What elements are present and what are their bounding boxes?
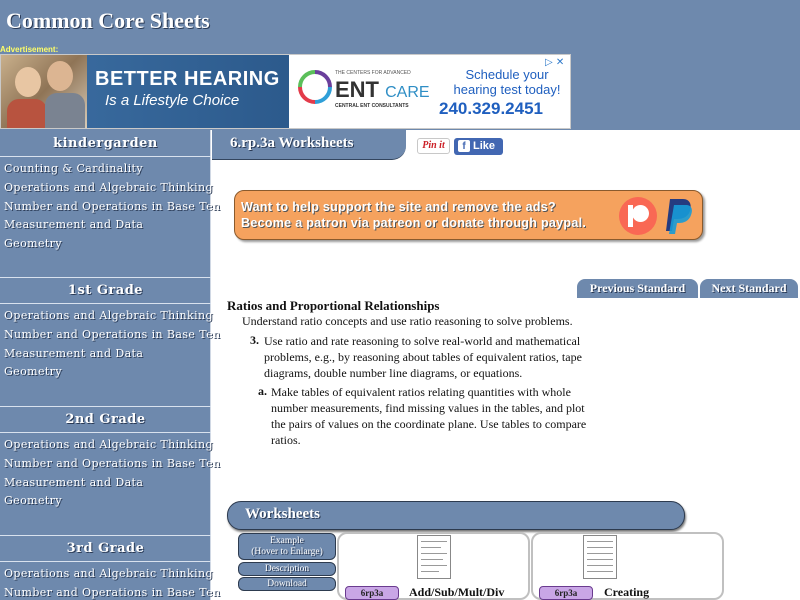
sidebar-divider [0,277,211,278]
sidebar-divider [0,406,211,407]
sidebar-link[interactable]: Number and Operations in Base Ten [4,328,221,341]
worksheet-card[interactable] [531,532,724,600]
ad-brand-sub: CENTRAL ENT CONSULTANTS [335,103,409,109]
sidebar-divider [0,432,211,433]
sidebar-link[interactable]: Counting & Cardinality [4,162,143,175]
support-line1: Want to help support the site and remove the ads? [241,200,556,214]
ad-phone: 240.329.2451 [439,99,543,118]
worksheets-header [227,501,685,530]
sidebar-link[interactable]: Geometry [4,365,62,378]
pinterest-pin-button[interactable]: Pin it [417,138,450,154]
sidebar-heading-3rd-grade[interactable]: 3rd Grade [66,541,145,556]
example-tab-hint: (Hover to Enlarge) [251,547,323,557]
ad-brand-small: THE CENTERS FOR ADVANCED [335,70,411,76]
patreon-icon[interactable] [619,197,657,235]
worksheet-card[interactable] [337,532,530,600]
standard-text: Use ratio and rate reasoning to solve real-world and mathematical problems, e.g., by reasoning about tables of equivalent ratios, tape diagrams, double number line diagrams, or equations. [264,334,582,380]
sidebar-link[interactable]: Measurement and Data [4,476,144,489]
sidebar-link[interactable]: Measurement and Data [4,218,144,231]
sidebar-link[interactable]: Number and Operations in Base Ten [4,200,221,213]
sidebar-link[interactable]: Operations and Algebraic Thinking [4,438,213,451]
ad-cta [447,67,567,97]
sidebar-link[interactable]: Number and Operations in Base Ten [4,457,221,470]
cluster-text: Understand ratio concepts and use ratio reasoning to solve problems. [242,314,573,328]
ad-banner[interactable] [0,54,571,129]
facebook-icon: f [458,140,470,152]
sidebar-link[interactable]: Measurement and Data [4,347,144,360]
ad-brand-ent: ENT [335,77,379,102]
sidebar-divider [0,535,211,536]
substandard-letter: a. [258,384,267,398]
sidebar-divider [0,156,211,157]
paypal-icon[interactable] [661,196,695,236]
sidebar-link[interactable]: Geometry [4,494,62,507]
facebook-like-button[interactable] [454,138,503,155]
site-title[interactable]: Common Core Sheets [6,8,210,33]
sidebar-heading-1st-grade[interactable]: 1st Grade [67,283,144,298]
worksheets-title: Worksheets [245,506,320,522]
sidebar-divider [0,303,211,304]
ad-choices-icon[interactable]: ▷ ✕ [545,57,565,68]
sidebar-link[interactable]: Operations and Algebraic Thinking [4,181,213,194]
example-tab[interactable] [238,533,336,560]
domain-title: Ratios and Proportional Relationships [227,298,440,313]
ad-couple-photo [1,55,87,128]
ad-subline: Is a Lifestyle Choice [105,92,240,109]
previous-standard-button[interactable]: Previous Standard [577,279,698,298]
support-banner[interactable] [234,190,703,240]
next-standard-button[interactable]: Next Standard [700,279,798,298]
worksheet-name[interactable]: Creating [604,585,650,599]
ent-care-logo-icon [297,69,333,105]
sidebar-heading-kindergarden[interactable]: kindergarden [53,136,158,151]
facebook-like-label: Like [473,140,496,152]
sidebar-heading-2nd-grade[interactable]: 2nd Grade [65,412,146,427]
ad-cta-line1: Schedule your [465,67,549,82]
worksheet-code-badge: 6rp3a [345,586,399,600]
sidebar-link[interactable]: Operations and Algebraic Thinking [4,567,213,580]
ad-cta-line2: hearing test today! [453,82,561,97]
worksheet-thumbnail[interactable] [417,535,451,579]
ad-headline: BETTER HEARING [95,68,280,90]
page-title: 6.rp.3a Worksheets [230,135,354,151]
description-tab[interactable]: Description [238,562,336,576]
support-line2: Become a patron via patreon or donate through paypal. [241,216,587,230]
ad-brand [335,77,430,103]
worksheet-name[interactable]: Add/Sub/Mult/Div [409,585,505,599]
support-text [241,199,586,231]
example-tab-label: Example [270,536,304,546]
page-title-tab [212,130,406,160]
sidebar-link[interactable]: Number and Operations in Base Ten [4,586,221,599]
substandard-text: Make tables of equivalent ratios relating quantities with whole number measurements, find missing values in the tables, and plot the pairs of values on the coordinate plane. Use tables to compare ratios. [271,385,587,447]
sidebar-divider [0,561,211,562]
standard-number: 3. [250,333,259,347]
advertisement-label: Advertisement: [0,45,59,54]
ad-brand-care: CARE [385,84,430,101]
download-tab[interactable]: Download [238,577,336,591]
sidebar-link[interactable]: Operations and Algebraic Thinking [4,309,213,322]
sidebar [0,130,221,600]
worksheet-thumbnail[interactable] [583,535,617,579]
ad-left-panel [1,55,289,128]
sidebar-link[interactable]: Geometry [4,237,62,250]
worksheet-code-badge: 6rp3a [539,586,593,600]
